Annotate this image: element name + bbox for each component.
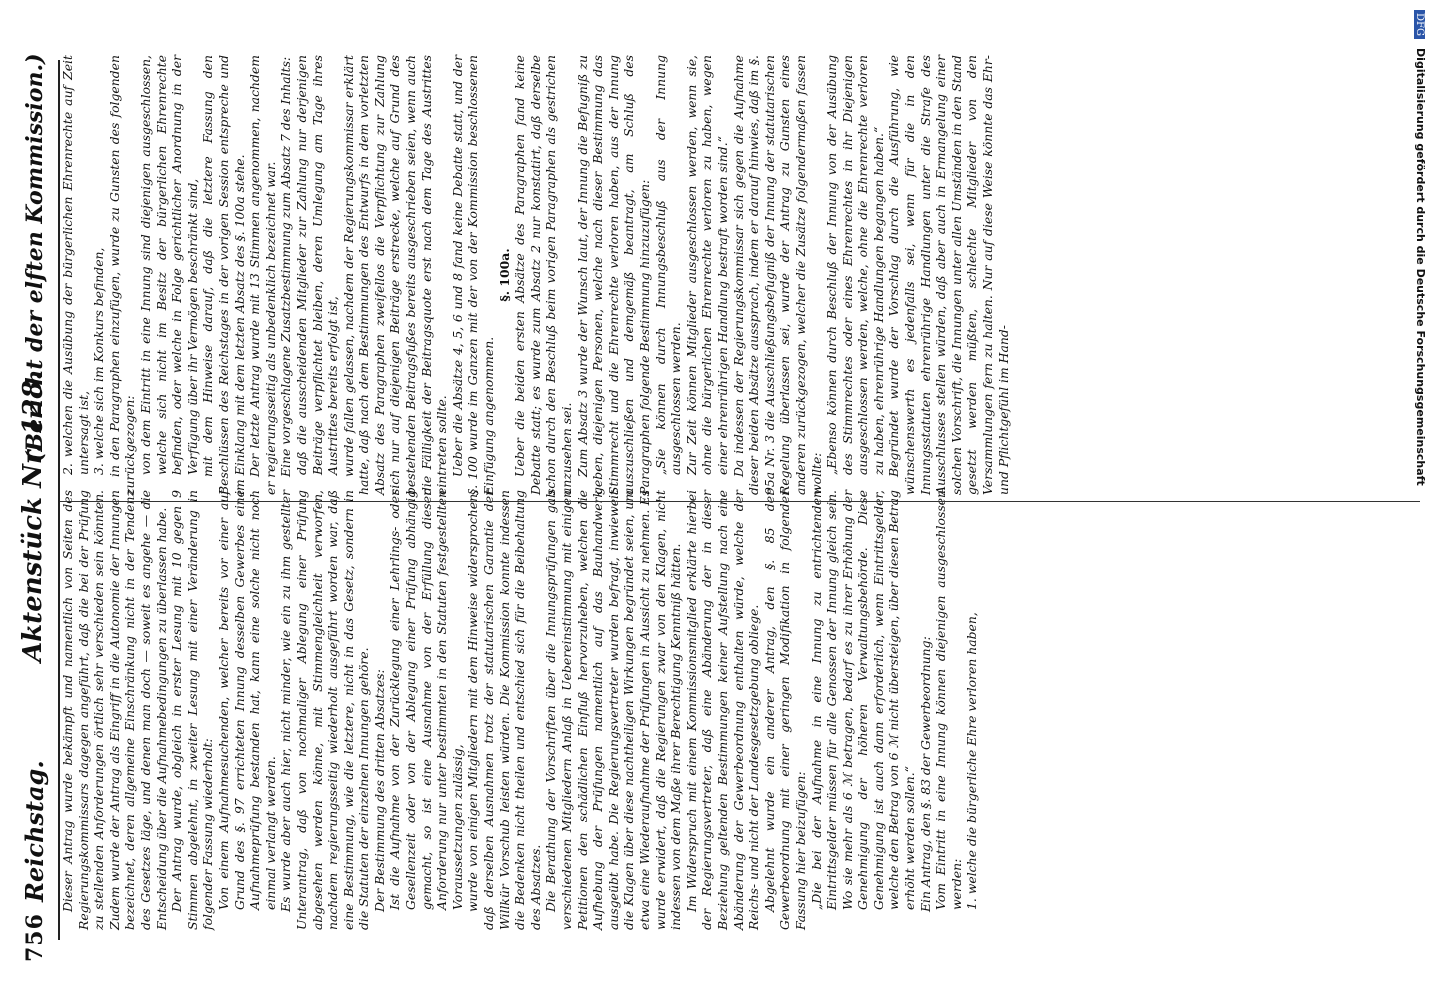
dfg-logo: DFG: [1414, 10, 1425, 39]
paragraph: Der Bestimmung des dritten Absatzes:: [371, 669, 387, 912]
paragraph: Es wurde aber auch hier, nicht minder, wie ein zu ihm gestellter Unterantrag, daß von nochmaliger Ablegung einer Prüfung abgesehen werden könne, mit Stimmengleichheit verworfen, nachdem regierungsseitig wiederholt ausgeführt worden war, daß eine Bestimmung, wie die letztere, nicht in das Gesetz, sondern in die Statuten der einzelnen Innungen gehöre.: [278, 490, 372, 930]
source-title: Reichstag.: [20, 760, 49, 902]
paragraph: wurde fallen gelassen, nachdem der Regierungskommissar erklärt hatte, daß nach dem Bestimmungen des Entwurfs in dem vorletzten Absatz des Paragraphen zweifellos die Verpflichtung zur Zahlung sich nur auf diejenigen Beiträge erstrecke, welche auf Grund des bestehenden Beitragsfußes bereits ausgeschrieben seien, wenn auch die Fälligkeit der Beitragsquote erst nach dem Tage des Austrittes eintreten sollte.: [340, 55, 450, 495]
paragraph: Eine vorgeschlagene Zusatzbestimmung zum Absatz 7 des Inhalts:: [278, 56, 294, 477]
paragraph: Vom Eintritt in eine Innung können diejenigen ausgeschlossen werden:: [933, 490, 964, 910]
paragraph: Der letzte Antrag wurde mit 13 Stimmen angenommen, nachdem er regierungsseitig als unbedenklich bezeichnet war.: [247, 55, 278, 495]
section-title: (Bericht der elften Kommission.): [22, 53, 48, 462]
paragraph: „Sie können durch Innungsbeschluß aus der Innung ausgeschlossen werden.: [652, 55, 684, 475]
digitization-note: Digitalisierung gefördert durch die Deutsche Forschungsgemeinschaft: [1414, 48, 1427, 486]
paragraph: Abgelehnt wurde ein anderer Antrag, den §. 85 der Gewerbeordnung mit einer geringen Modifikation in folgender Fassung hier beizufügen:: [761, 490, 808, 930]
paragraph: Da indessen der Regierungskommissar sich gegen die Aufnahme dieser beiden Absätze aussprach, indem er darauf hinwies, daß im §. 95a Nr. 3 die Ausschließungsbefugniß der Innung der statutarischen Regelung überlassen sei, wurde der Antrag zu Gunsten eines anderen zurückgezogen, welcher die Zusätze folgendermaßen fassen wollte:: [730, 55, 824, 495]
page-header: [14, 32, 58, 962]
paragraph: §. 100a.: [496, 248, 512, 302]
paragraph: 3. welche sich im Konkurs befinden,: [91, 247, 107, 475]
paragraph: Der Antrag wurde, obgleich in erster Lesung mit 10 gegen 9 Stimmen abgelehnt, in zweiter Lesung mit einer Veränderung in folgender Fassung wiederholt:: [169, 490, 216, 930]
paragraph: Begründet wurde der Vorschlag durch die Ausführung, wie wünschenswerth es jedenfalls sei, wenn für die in den Innungsstatuten ehrenrührige Handlungen unter die Strafe des Ausschlusses stellen würden, daß aber auch in Ermangelung einer solchen Vorschrift, die Innungen unter allen Umständen in den Stand gesetzt werden müßten, schlechte Mitglieder von den Versammlungen fern zu halten. Nur auf diese Weise könnte das Ehr- und Pflichtgefühl im Hand-: [886, 55, 1011, 495]
page-number: 756: [22, 913, 48, 962]
paragraph: 2. welchen die Ausübung der bürgerlichen Ehrenrechte auf Zeit untersagt ist,: [60, 55, 91, 475]
paragraph: Zur Zeit können Mitglieder ausgeschlossen werden, wenn sie, ohne die bürgerlichen Ehrenrechte verloren zu haben, wegen einer ehrenrührigen Handlung bestraft worden sind.“: [683, 55, 730, 475]
paragraph: Im Widerspruch mit einem Kommissionsmitglied erklärte hierbei der Regierungsvertreter, daß eine Abänderung der in dieser Beziehung geltenden Bestimmungen keiner Aufstellung nach eine Abänderung der Gewerbeordnung enthalten würde, welche der Reichs- und nicht der Landesgesetzgebung obliege.: [683, 490, 762, 930]
column-divider: [60, 501, 1420, 502]
paragraph: Von einem Aufnahmesuchenden, welcher bereits vor einer auf Grund des §. 97 errichteten Innung desselben Gewerbes eine Aufnahmeprüfung bestanden hat, kann eine solche nicht noch einmal verlangt werden.: [215, 490, 278, 910]
paragraph: Die Berathung der Vorschriften über die Innungsprüfungen gab verschiedenen Mitgliedern Anlaß in Uebereinstimmung mit einigen Petitionen den schädlichen Einfluß hervorzuheben, welchen die Aufhebung der Prüfungen namentlich auf das Bauhandwerk ausgeübt habe. Die Regierungsvertreter wurden befragt, inwieweit die Klagen über diese nachtheiligen Wirkungen begründet seien, um etwa eine Wiederaufnahme der Prüfungen in Aussicht zu nehmen. Es wurde erwidert, daß die Regierungen zwar von den Klagen, nicht indessen von dem Maße ihrer Berechtigung Kenntniß hätten.: [543, 490, 684, 930]
document-number: Aktenstück Nr. 128.: [18, 371, 48, 662]
paragraph: „Ebenso können durch Beschluß der Innung von der Ausübung des Stimmrechtes oder eines Ehrenrechtes in ihr Diejenigen ausgeschlossen werden, welche, ohne die Ehrenrechte verloren zu haben, ehrenrührige Handlungen begangen haben.“: [824, 55, 886, 475]
paragraph: „Die bei der Aufnahme in eine Innung zu entrichtenden Eintrittsgelder müssen für alle Genossen der Innung gleich sein. Wo sie mehr als 6 ℳ betragen, bedarf es zu ihrer Erhöhung der Genehmigung der höheren Verwaltungsbehörde. Diese Genehmigung ist auch dann erforderlich, wenn Eintrittsgelder, welche den Betrag von 6 ℳ nicht übersteigen, über diesen Betrag erhöht werden sollen.“: [808, 490, 918, 910]
right-text-column: [60, 55, 1430, 495]
paragraph: Dieser Antrag wurde bekämpft und namentlich von Seiten des Regierungskommissars dagegen angeführt, daß die bei der Prüfung zu stellenden Anforderungen örtlich sehr verschieden sein könnten. Zudem wurde der Antrag als Eingriff in die Autonomie der Innungen bezeichnet, deren allgemeine Einschränkung nicht in der Tendenz des Gesetzes läge, und denen man doch — soweit es angehe — die Entscheidung über die Aufnahmebedingungen zu überlassen habe.: [60, 490, 169, 930]
paragraph: 1. welche die bürgerliche Ehre verloren haben,: [964, 612, 980, 910]
paragraph: Zum Absatz 3 wurde der Wunsch laut, der Innung die Befugniß zu geben, diejenigen Personen, welche nach dieser Bestimmung das Stimmrecht und die Ehrenrechte verloren haben, aus der Innung auszuschließen und demgemäß beantragt, am Schluß des Paragraphen folgende Bestimmung hinzuzufügen:: [574, 55, 652, 495]
paragraph: mit dem Hinweise darauf, daß die letztere Fassung den Beschlüssen des Reichstages in der vorigen Session entspreche und im Einklang mit dem letzten Absatz des §. 100a stehe.: [200, 55, 247, 495]
digitization-stamp: [1416, 10, 1432, 990]
paragraph: Ueber die Absätze 4, 5, 6 und 8 fand keine Debatte statt, und der §. 100 wurde im Ganzen mit der von der Kommission beschlossenen Einfügung angenommen.: [449, 55, 497, 495]
paragraph: von dem Eintritt in eine Innung sind diejenigen ausgeschlossen, welche sich nicht im Besitz der bürgerlichen Ehrenrechte befinden, oder welche in Folge gerichtlicher Anordnung in der Verfügung über ihr Vermögen beschränkt sind,: [137, 55, 200, 475]
paragraph: daß die ausscheidenden Mitglieder zur Zahlung nur derjenigen Beiträge verpflichtet bleiben, deren Umlegung am Tage ihres Austrittes bereits erfolgt ist,: [293, 55, 341, 475]
paragraph: Ist die Aufnahme von der Zurücklegung einer Lehrlings- oder Gesellenzeit oder von der Ablegung einer Prüfung abhängig gemacht, so ist eine Ausnahme von der Erfüllung dieser Anforderung nur unter bestimmten in den Statuten festgestellten Voraussetzungen zulässig,: [387, 490, 465, 910]
paragraph: wurde von einigen Mitgliedern mit dem Hinweise widersprochen, daß derselben Ausnahmen trotz der statutarischen Garantie der Willkür Vorschub leisten würden. Die Kommission konnte indessen die Bedenken nicht theilen und entschied sich für die Beibehaltung des Absatzes.: [465, 490, 543, 930]
paragraph: in den Paragraphen einzufügen, wurde zu Gunsten des folgenden zurückgezogen:: [106, 55, 138, 495]
paragraph: Ueber die beiden ersten Absätze des Paragraphen fand keine Debatte statt; es wurde zum Absatz 2 nur konstatirt, daß derselbe schon durch den Beschluß beim vorigen Paragraphen als gestrichen anzusehen sei.: [512, 55, 574, 495]
left-text-column: [60, 490, 1430, 930]
paragraph: Ein Antrag, den §. 83 der Gewerbeordnung:: [917, 636, 933, 912]
